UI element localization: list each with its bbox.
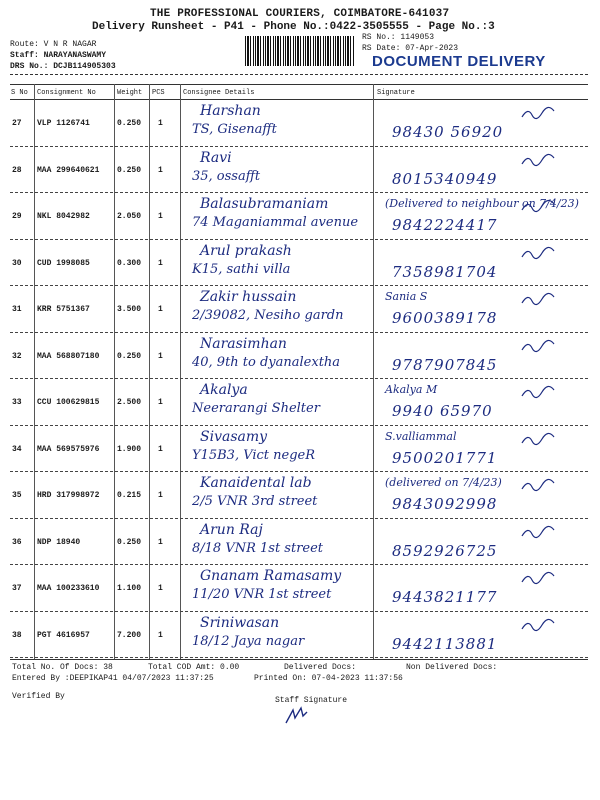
- signature-phone: 7358981704: [392, 262, 498, 281]
- row-consignment: MAA 100233610: [37, 584, 100, 593]
- col-line: [373, 84, 374, 659]
- row-divider: [10, 564, 588, 565]
- row-consignment: VLP 1126741: [37, 119, 90, 128]
- consignee-name: Akalya: [200, 382, 248, 398]
- signature-name: Sania S: [385, 290, 428, 303]
- verified-by: Verified By: [12, 692, 65, 701]
- row-pcs: 1: [158, 305, 163, 314]
- row-pcs: 1: [158, 491, 163, 500]
- row-divider: [10, 192, 588, 193]
- col-line: [149, 84, 150, 659]
- consignee-name: Harshan: [200, 103, 261, 119]
- printed-on: Printed On: 07-04-2023 11:37:56: [254, 674, 403, 683]
- row-divider: [10, 518, 588, 519]
- consignee-name: Narasimhan: [200, 335, 287, 352]
- row-consignment: NKL 8042982: [37, 212, 90, 221]
- consignee-address: 11/20 VNR 1st street: [192, 587, 332, 602]
- row-weight: 0.250: [117, 165, 142, 175]
- row-pcs: 1: [158, 444, 163, 454]
- row-weight: 0.215: [117, 491, 142, 500]
- row-divider: [10, 239, 588, 240]
- col-signature: Signature: [377, 89, 415, 97]
- row-weight: 7.200: [117, 630, 142, 640]
- signature-name: S.valliammal: [385, 429, 457, 443]
- route-label: Route: V N R NAGAR: [10, 40, 97, 49]
- signature-phone: 9600389178: [392, 309, 498, 327]
- signature-name: (delivered on 7/4/23): [385, 476, 502, 489]
- col-line: [180, 84, 181, 659]
- col-consignment: Consignment No: [37, 89, 96, 97]
- row-divider: [10, 332, 588, 333]
- signature-scribble: [520, 198, 560, 214]
- row-weight: 0.250: [117, 119, 142, 128]
- row-weight: 1.900: [117, 444, 142, 454]
- runsheet-subtitle: Delivery Runsheet - P41 - Phone No.:0422-3505555 - Page No.:3: [92, 21, 495, 33]
- non-delivered-docs: Non Delivered Docs:: [406, 663, 498, 672]
- row-pcs: 1: [158, 119, 163, 128]
- total-docs: Total No. Of Docs: 38: [12, 663, 113, 672]
- row-divider: [10, 657, 588, 658]
- row-sno: 36: [12, 537, 22, 547]
- signature-scribble: [520, 384, 560, 400]
- signature-scribble: [520, 477, 560, 493]
- consignee-address: Y15B3, Vict negeR: [192, 447, 316, 463]
- row-divider: [10, 285, 588, 286]
- signature-phone: 8015340949: [392, 169, 498, 188]
- signature-phone: 9500201771: [392, 448, 498, 467]
- signature-phone: 9940 65970: [392, 402, 493, 420]
- barcode: [245, 36, 355, 66]
- row-pcs: 1: [158, 630, 163, 640]
- signature-phone: 9787907845: [392, 355, 498, 374]
- row-consignment: CCU 100629815: [37, 398, 100, 407]
- signature-phone: 9842224417: [392, 216, 498, 234]
- col-sno: S No: [11, 89, 28, 97]
- consignee-name: Kanaidental lab: [200, 475, 312, 491]
- row-sno: 32: [12, 351, 22, 361]
- consignee-address: 2/5 VNR 3rd street: [192, 494, 318, 509]
- consignee-address: 2/39082, Nesiho gardn: [192, 308, 344, 323]
- signature-phone: 9843092998: [392, 495, 498, 513]
- signature-scribble: [520, 431, 560, 447]
- row-weight: 3.500: [117, 305, 142, 314]
- row-pcs: 1: [158, 537, 163, 547]
- signature-scribble: [520, 524, 560, 540]
- row-consignment: MAA 569575976: [37, 444, 100, 454]
- consignee-name: Arul prakash: [200, 242, 292, 259]
- total-cod: Total COD Amt: 0.00: [148, 663, 240, 672]
- document-delivery-stamp: DOCUMENT DELIVERY: [372, 53, 546, 70]
- row-divider: [10, 146, 588, 147]
- signature-scribble: [520, 245, 560, 261]
- signature-scribble: [520, 152, 560, 168]
- staff-label: Staff: NARAYANASWAMY: [10, 51, 107, 60]
- signature-scribble: [520, 291, 560, 307]
- signature-scribble: [520, 617, 560, 633]
- row-consignment: HRD 317998972: [37, 491, 100, 500]
- footer-divider: [10, 659, 588, 660]
- consignee-address: K15, sathi villa: [192, 261, 291, 277]
- row-divider: [10, 425, 588, 426]
- consignee-address: 18/12 Jaya nagar: [192, 633, 305, 649]
- row-divider: [10, 471, 588, 472]
- row-weight: 0.250: [117, 537, 142, 547]
- signature-scribble: [520, 338, 560, 354]
- signature-name: (Delivered to neighbour on 7/4/23): [385, 197, 579, 210]
- consignee-address: Neerarangi Shelter: [192, 401, 320, 416]
- row-sno: 28: [12, 165, 22, 175]
- row-pcs: 1: [158, 165, 163, 175]
- row-pcs: 1: [158, 398, 163, 407]
- row-consignment: PGT 4616957: [37, 630, 90, 640]
- row-consignment: NDP 18940: [37, 537, 81, 547]
- col-weight: Weight: [117, 89, 143, 97]
- table-top-border: [10, 84, 588, 85]
- row-pcs: 1: [158, 258, 163, 268]
- signature-phone: 9442113881: [392, 634, 498, 653]
- signature-scribble: [520, 105, 560, 121]
- drs-number: DRS No.: DCJB114905303: [10, 62, 116, 71]
- col-consignee: Consignee Details: [183, 89, 255, 97]
- consignee-address: TS, Gisenafft: [192, 122, 277, 137]
- row-sno: 35: [12, 491, 22, 500]
- staff-signature-label: Staff Signature: [275, 696, 348, 705]
- row-weight: 0.300: [117, 258, 142, 268]
- row-sno: 34: [12, 444, 22, 454]
- signature-phone: 8592926725: [392, 541, 498, 560]
- consignee-address: 35, ossafft: [192, 168, 261, 184]
- signature-phone: 98430 56920: [392, 123, 504, 141]
- row-consignment: MAA 299640621: [37, 165, 100, 175]
- consignee-name: Sriniwasan: [200, 614, 280, 631]
- consignee-name: Balasubramaniam: [200, 196, 329, 212]
- row-consignment: MAA 568807180: [37, 351, 100, 361]
- row-weight: 2.500: [117, 398, 142, 407]
- row-weight: 2.050: [117, 212, 142, 221]
- row-sno: 27: [12, 119, 22, 128]
- row-weight: 1.100: [117, 584, 142, 593]
- row-divider: [10, 611, 588, 612]
- signature-name: Akalya M: [385, 383, 438, 396]
- row-sno: 29: [12, 212, 22, 221]
- row-sno: 37: [12, 584, 22, 593]
- row-sno: 31: [12, 305, 22, 314]
- consignee-name: Zakir hussain: [200, 289, 297, 305]
- consignee-name: Arun Raj: [200, 521, 263, 538]
- consignee-address: 74 Maganiammal avenue: [192, 215, 359, 230]
- row-consignment: CUD 1998085: [37, 258, 90, 268]
- row-divider: [10, 378, 588, 379]
- signature-phone: 9443821177: [392, 588, 498, 606]
- consignee-address: 40, 9th to dyanalextha: [192, 354, 341, 370]
- col-pcs: PCS: [152, 89, 165, 97]
- row-sno: 38: [12, 630, 22, 640]
- delivered-docs: Delivered Docs:: [284, 663, 357, 672]
- consignee-address: 8/18 VNR 1st street: [192, 540, 324, 556]
- header-divider: [10, 74, 588, 75]
- rs-date: RS Date: 07-Apr-2023: [362, 44, 459, 53]
- header-bottom-border: [10, 99, 588, 100]
- entered-by: Entered By :DEEPIKAP41 04/07/2023 11:37:25: [12, 674, 214, 683]
- row-weight: 0.250: [117, 351, 142, 361]
- col-line: [34, 84, 35, 659]
- staff-signature-scribble: [283, 704, 309, 726]
- signature-scribble: [520, 570, 560, 586]
- row-pcs: 1: [158, 584, 163, 593]
- row-pcs: 1: [158, 212, 163, 221]
- col-line: [114, 84, 115, 659]
- consignee-name: Gnanam Ramasamy: [200, 568, 342, 584]
- row-pcs: 1: [158, 351, 163, 361]
- rs-number: RS No.: 1149053: [362, 33, 435, 42]
- consignee-name: Ravi: [200, 149, 232, 166]
- row-sno: 33: [12, 398, 22, 407]
- row-consignment: KRR 5751367: [37, 305, 90, 314]
- row-sno: 30: [12, 258, 22, 268]
- consignee-name: Sivasamy: [200, 428, 268, 445]
- company-title: THE PROFESSIONAL COURIERS, COIMBATORE-641037: [150, 8, 450, 20]
